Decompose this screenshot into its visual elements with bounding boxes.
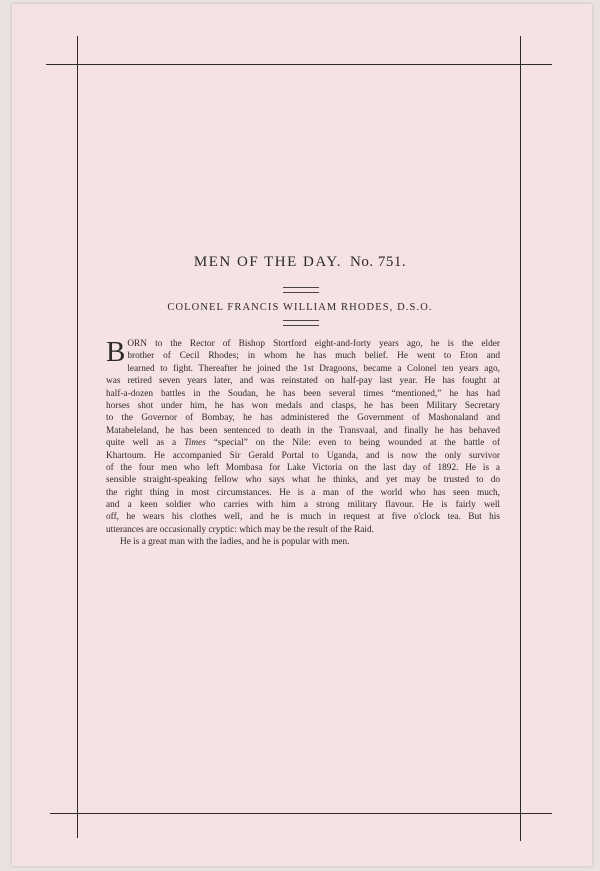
closing-paragraph: He is a great man with the ladies, and he is popular with men. bbox=[120, 537, 350, 548]
article-line: Matabeleland, he has been sentenced to death in the Transvaal, and finally he has behaved bbox=[106, 425, 500, 436]
double-rule-ornament bbox=[283, 287, 319, 293]
article-line: half-a-dozen battles in the Soudan, he has been several times “mentioned,” he has had bbox=[106, 388, 500, 399]
subtitle: COLONEL FRANCIS WILLIAM RHODES, D.S.O. bbox=[167, 302, 433, 313]
right-border-rule bbox=[520, 36, 521, 841]
article-line: off, he wears his clothes well, and he is much in request at five o'clock tea. But his bbox=[106, 512, 500, 523]
page-title bbox=[0, 254, 600, 271]
article-line: the right thing in most circumstances. He is a man of the world who has seen much, bbox=[106, 487, 500, 498]
top-border-rule bbox=[46, 64, 552, 65]
article-line: ORN to the Rector of Bishop Stortford eight-and-forty years ago, he is the elder bbox=[127, 339, 500, 349]
article-line: utterances are occasionally cryptic: which may be the result of the Raid. bbox=[106, 524, 374, 535]
article-line: of the four men who left Mombasa for Lake Victoria on the last day of 1892. He is a bbox=[106, 462, 500, 473]
article-line: and a keen soldier who carries with him a strong military flavour. He is fairly well bbox=[106, 500, 500, 511]
bottom-border-rule bbox=[50, 813, 552, 814]
article-line: horses shot under him, he has won medals and clasps, he has been Military Secretary bbox=[106, 400, 500, 411]
double-rule-ornament bbox=[283, 320, 319, 326]
issue-number: No. 751. bbox=[350, 254, 407, 270]
article-line: was retired seven years later, and was reinstated on half-pay last year. He has fought at bbox=[106, 376, 500, 387]
article-line bbox=[106, 437, 500, 449]
article-body bbox=[106, 338, 500, 549]
article-line: to the Governor of Bombay, he has administered the Government of Mashonaland and bbox=[106, 413, 500, 424]
drop-cap: B bbox=[106, 336, 126, 368]
left-border-rule bbox=[77, 36, 78, 838]
article-text: “special” on the Nile: even to being wounded at the battle of bbox=[213, 438, 501, 449]
article-line: Khartoum. He accompanied Sir Gerald Portal to Uganda, and is now the only survivor bbox=[106, 450, 500, 461]
article-line: brother of Cecil Rhodes; in whom he has much belief. He went to Eton and bbox=[127, 351, 500, 362]
article-text: quite well as a bbox=[106, 438, 177, 449]
article-line: sensible straight-speaking fellow who says what he thinks, and yet may be trusted to do bbox=[106, 475, 500, 486]
article-line: learned to fight. Thereafter he joined the 1st Dragoons, became a Colonel ten years ago, bbox=[127, 363, 500, 374]
newspaper-title: Times bbox=[184, 438, 206, 449]
title-text: MEN OF THE DAY. bbox=[193, 254, 342, 270]
